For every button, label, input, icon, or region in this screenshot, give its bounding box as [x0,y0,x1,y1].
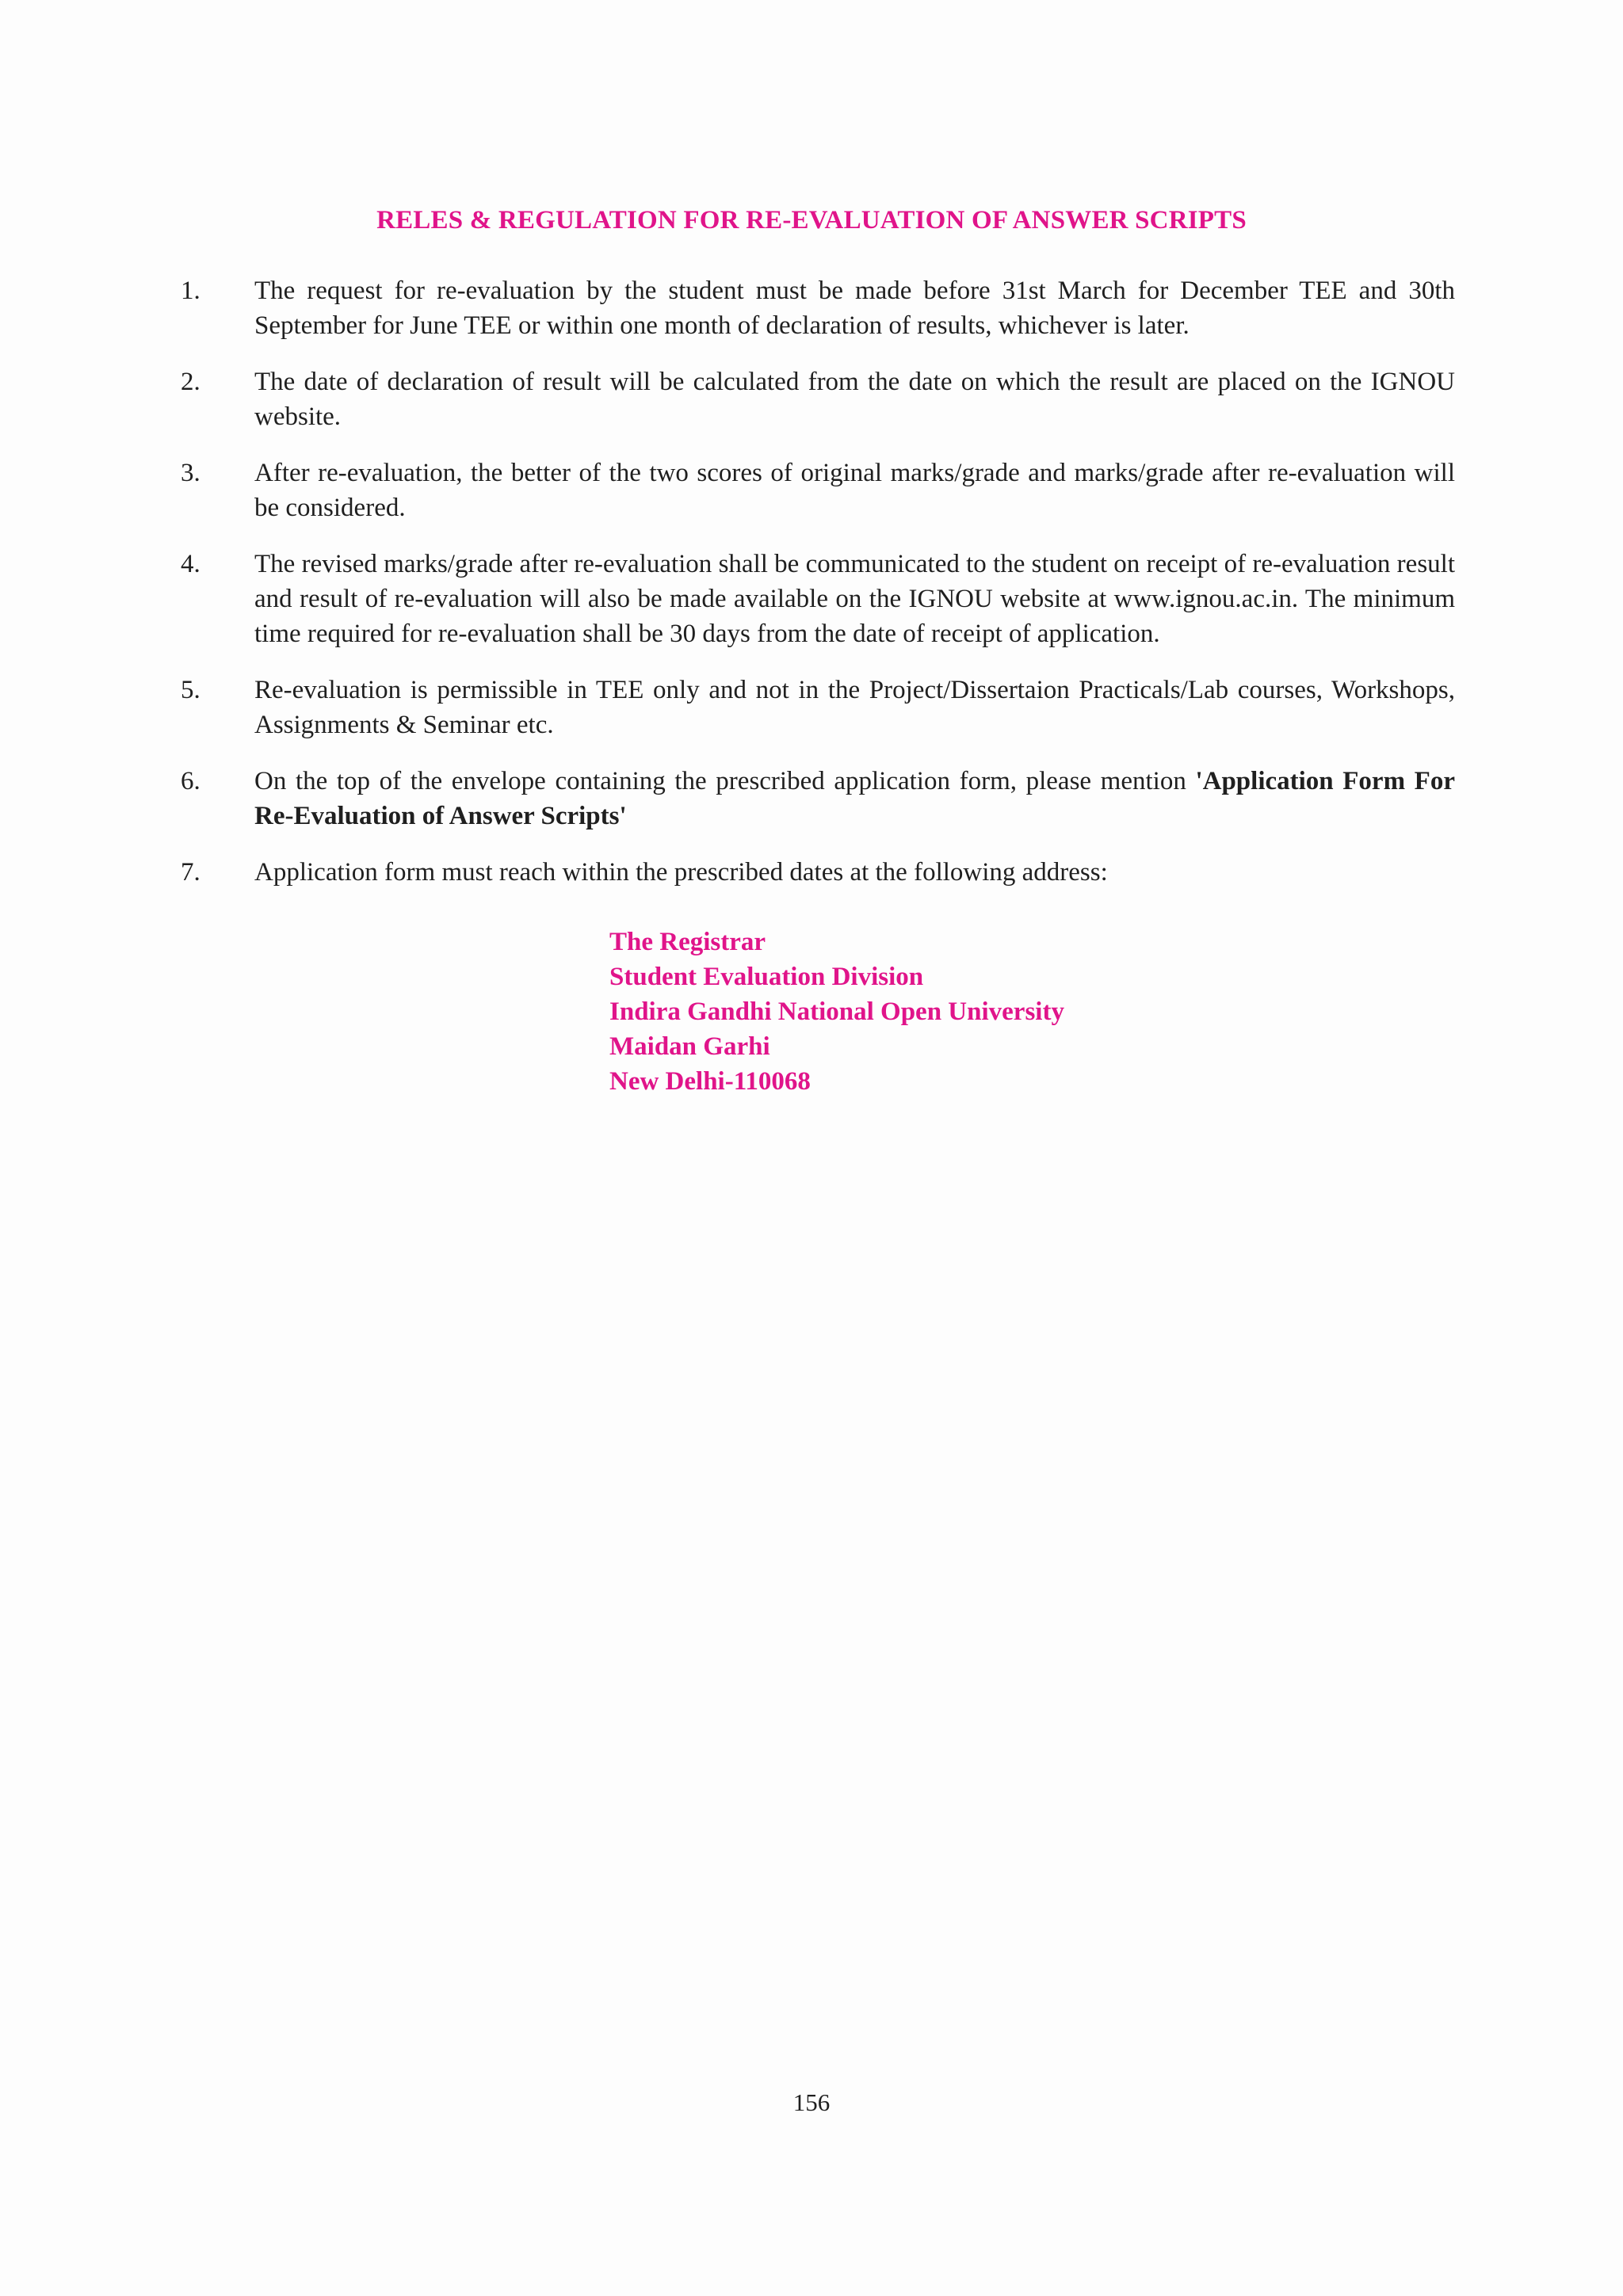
address-line: Maidan Garhi [609,1032,770,1061]
address-line: Indira Gandhi National Open University [609,997,1064,1026]
rule-item [181,273,1455,343]
rule-number: 6. [181,767,200,795]
rule-text-plain: On the top of the envelope containing the prescribed application form, please mention [254,767,1196,795]
rule-number: 2. [181,368,200,396]
address-line: Student Evaluation Division [609,963,924,991]
rule-number: 4. [181,550,200,578]
rule-number: 1. [181,277,200,305]
rule-text-bold: 'Application Form For Re-Evaluation of Answer Scripts' [254,767,1455,830]
rule-number: 3. [181,459,200,487]
rule-text: The revised marks/grade after re-evaluation shall be communicated to the student on receipt of re-evaluation result and result of re-evaluation will also be made available on the IGNOU website at www.ignou.ac.in. The minimum time required for re-evaluation shall be 30 days from the date of receipt of application. [254,550,1455,648]
rule-item [181,855,1455,890]
document-title: RELES & REGULATION FOR RE-EVALUATION OF ANSWER SCRIPTS [376,206,1247,235]
rule-text: After re-evaluation, the better of the two scores of original marks/grade and marks/grade after re-evaluation will be considered. [254,459,1455,522]
rule-number: 5. [181,676,200,704]
rule-text: The date of declaration of result will be calculated from the date on which the result are placed on the IGNOU website. [254,368,1455,431]
rule-item [181,547,1455,651]
rule-text: Re-evaluation is permissible in TEE only and not in the Project/Dissertaion Practicals/Lab courses, Workshops, Assignments & Seminar etc. [254,676,1455,739]
rule-number: 7. [181,858,200,887]
rule-item [181,456,1455,525]
rule-item [181,764,1455,833]
rule-item [181,364,1455,434]
page-number: 156 [792,2088,831,2116]
rule-item [181,673,1455,742]
rules-list [181,273,1455,911]
address-line: The Registrar [609,928,766,956]
rule-text: Application form must reach within the prescribed dates at the following address: [254,858,1108,887]
registrar-address [609,925,1064,1099]
rule-text: The request for re-evaluation by the student must be made before 31st March for December TEE and 30th September for June TEE or within one month of declaration of results, whichever is later. [254,277,1455,340]
rule-text [254,767,1455,830]
address-line: New Delhi-110068 [609,1067,811,1096]
